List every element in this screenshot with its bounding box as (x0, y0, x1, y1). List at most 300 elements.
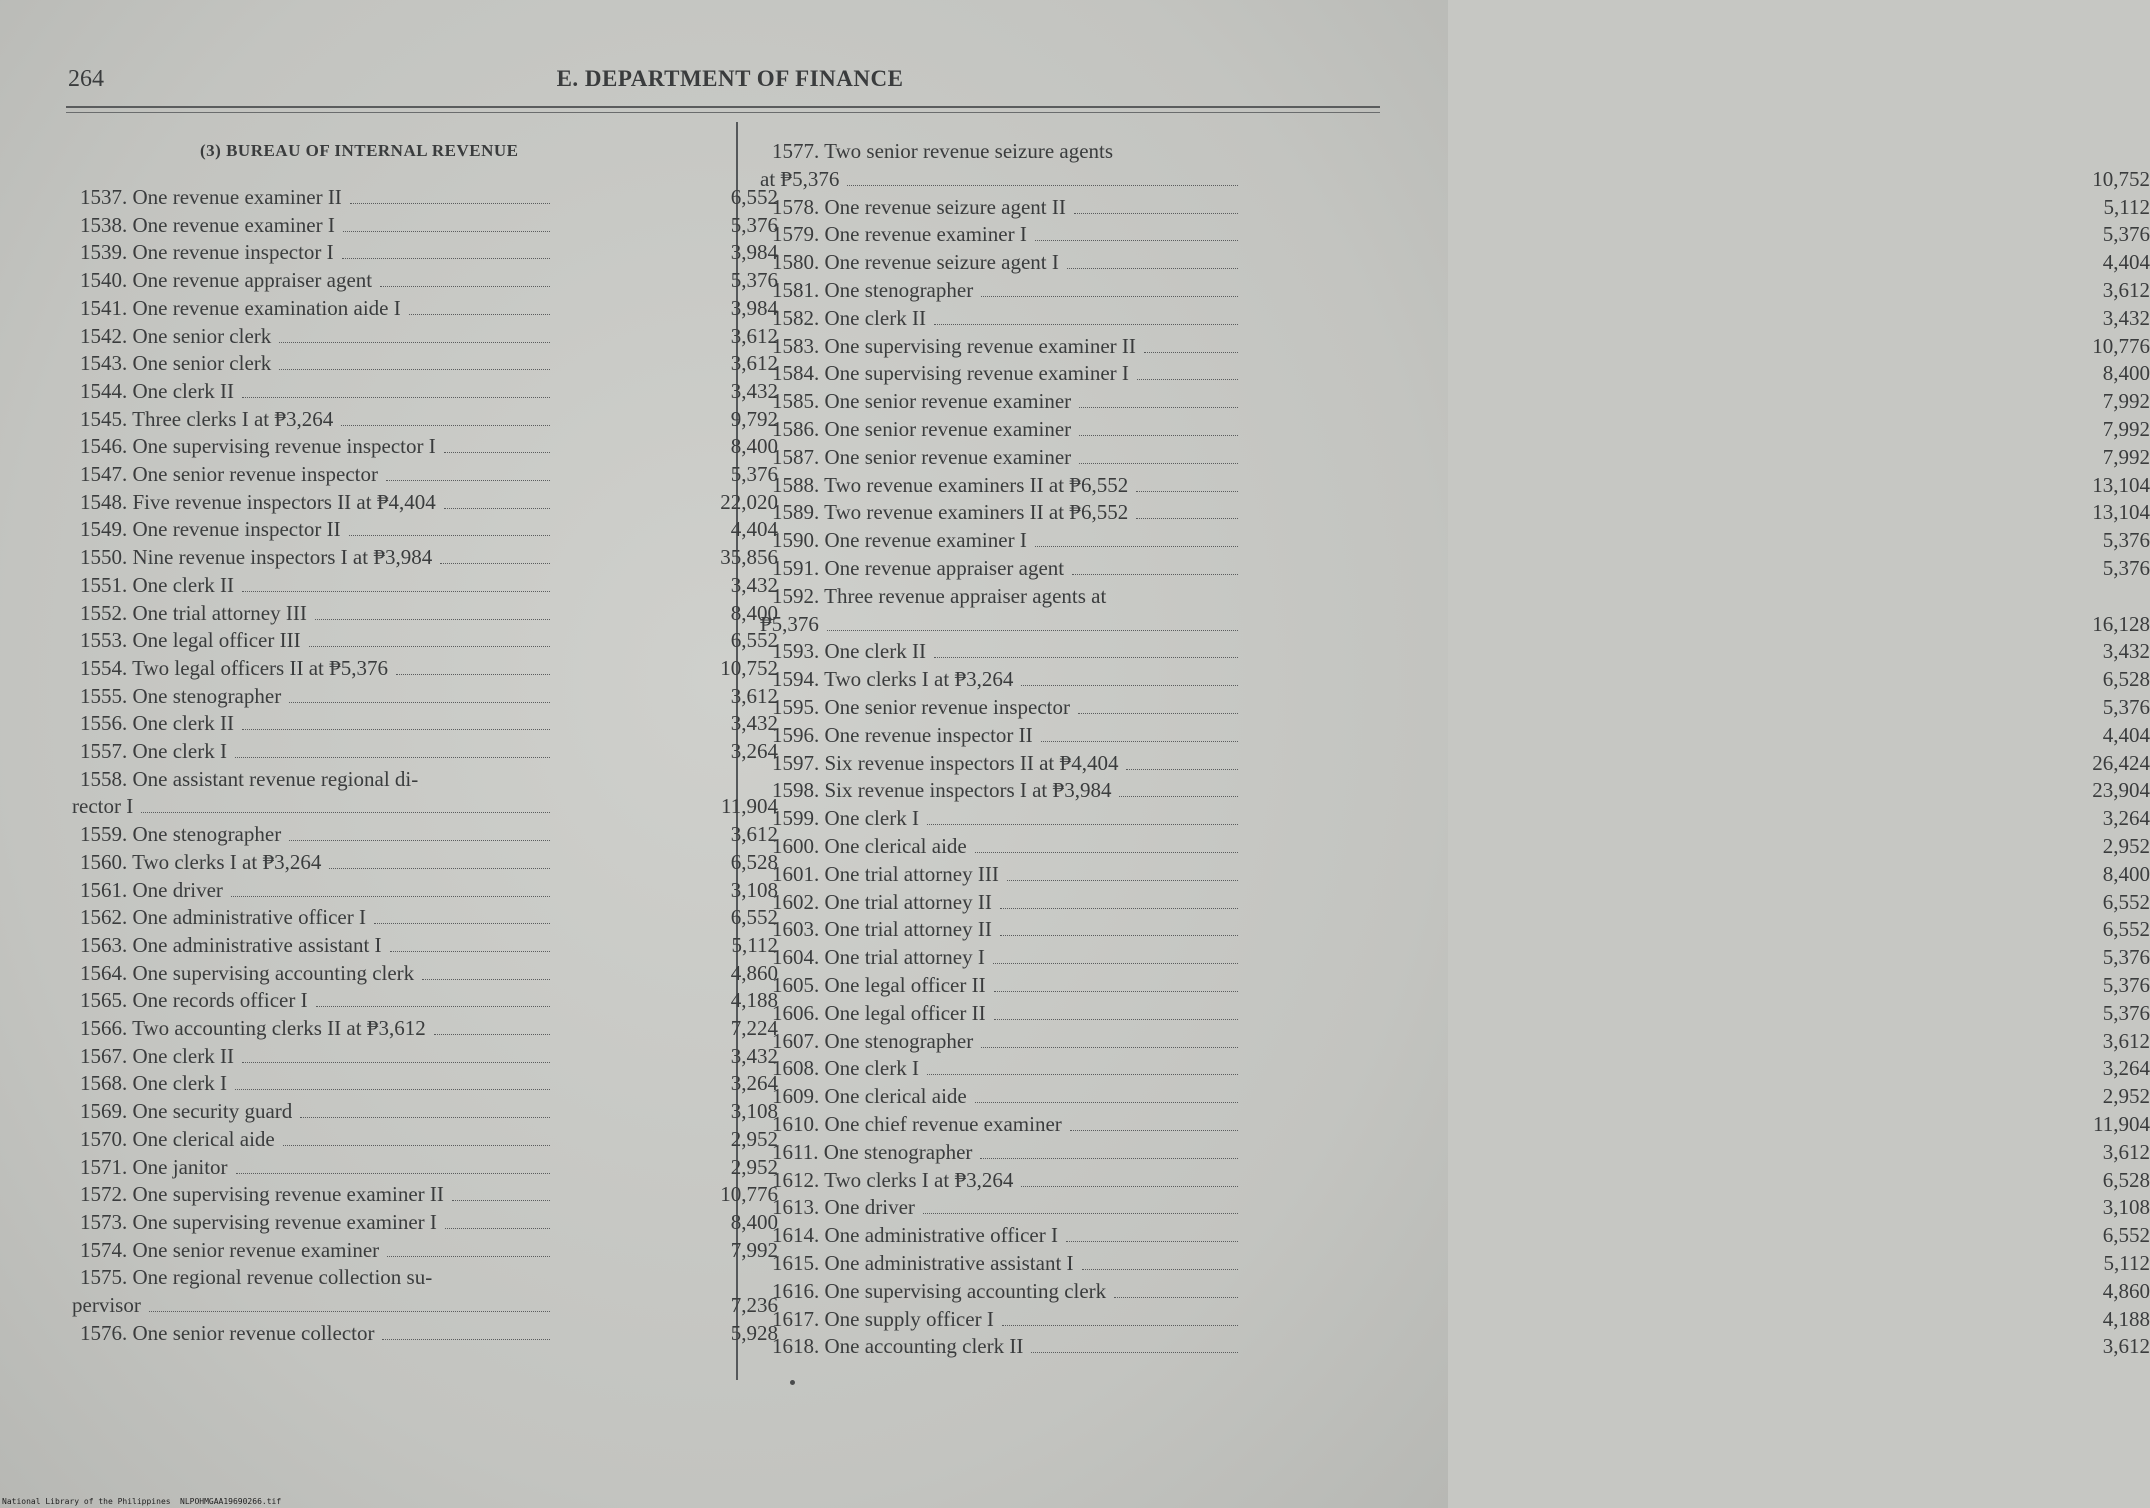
dot-leader (300, 1117, 550, 1118)
line-item-description: 1599. One clerk I (772, 806, 919, 831)
line-item-amount: 4,404 (730, 517, 778, 542)
line-item-amount: 6,528 (2102, 1167, 2150, 1192)
line-item-description: 1592. Three revenue appraiser agents at (772, 583, 1107, 608)
line-item-amount: 3,612 (730, 323, 778, 348)
line-item-description: 1582. One clerk II (772, 305, 926, 330)
line-item-description: 1609. One clerical aide (772, 1084, 967, 1109)
line-item (72, 1042, 778, 1070)
line-item-amount: 3,612 (730, 683, 778, 708)
line-item-text-wrap (72, 848, 550, 876)
dot-leader (1144, 352, 1238, 353)
line-item-text-wrap (760, 1027, 1238, 1055)
line-item-continuation: ₱5,376 (760, 611, 819, 636)
line-item (760, 1138, 2150, 1166)
dot-leader (1066, 1241, 1238, 1242)
line-item-text-wrap (760, 637, 1238, 665)
line-item-text-wrap (760, 1277, 1238, 1305)
line-item (72, 405, 778, 433)
line-item (72, 654, 778, 682)
line-item-amount: 6,528 (730, 849, 778, 874)
line-item (760, 1221, 2150, 1249)
line-item-text-wrap (72, 599, 550, 627)
line-item (72, 599, 778, 627)
line-item-text-wrap (72, 266, 550, 294)
line-item-amount: 5,376 (2102, 973, 2150, 997)
line-item-description: 1611. One stenographer (772, 1139, 973, 1164)
line-item-description: 1608. One clerk I (772, 1056, 919, 1081)
line-item-text-wrap (72, 654, 550, 682)
line-item-text-wrap (72, 1208, 550, 1236)
line-item-amount: 5,112 (731, 932, 778, 957)
line-item (72, 377, 778, 405)
line-item-description: 1565. One records officer I (80, 988, 308, 1013)
dot-leader (315, 619, 550, 620)
line-item-text-wrap (760, 526, 1238, 554)
line-item (760, 1277, 2150, 1305)
line-item-description: 1577. Two senior revenue seizure agents (772, 139, 1114, 163)
line-item-text-wrap (760, 749, 1238, 777)
dot-leader (1035, 546, 1238, 547)
line-item (760, 1054, 2150, 1082)
line-item-text-wrap (760, 137, 1238, 165)
line-item-text-wrap (72, 571, 550, 599)
line-item-text-wrap (72, 515, 550, 543)
line-item-text-wrap (760, 471, 1238, 499)
line-item-amount: 7,992 (2102, 417, 2150, 441)
line-item-text-wrap (760, 220, 1238, 248)
line-item-description: 1558. One assistant revenue regional di- (80, 766, 419, 791)
dot-leader (1067, 268, 1238, 269)
line-item-text-wrap (72, 820, 550, 848)
dot-leader (994, 1019, 1238, 1020)
line-item (760, 1249, 2150, 1277)
dot-leader (242, 1062, 550, 1063)
line-item-description: 1538. One revenue examiner I (80, 212, 335, 237)
dot-leader (279, 342, 550, 343)
line-item (72, 1263, 778, 1317)
line-item (72, 432, 778, 460)
line-item-amount: 23,904 (2092, 778, 2150, 803)
line-item (72, 737, 778, 765)
line-item-description: 1593. One clerk II (772, 639, 926, 664)
line-item-amount: 6,552 (2102, 889, 2150, 914)
dot-leader (387, 1256, 550, 1257)
line-item-description: 1605. One legal officer II (772, 973, 986, 997)
line-item (760, 776, 2150, 804)
line-item-amount: 5,376 (2102, 945, 2150, 970)
line-item-text-wrap (760, 804, 1238, 832)
line-item-description: 1612. Two clerks I at ₱3,264 (772, 1167, 1014, 1192)
line-item-text-wrap (72, 1319, 550, 1347)
dot-leader (1007, 880, 1238, 881)
line-item (760, 665, 2150, 693)
line-item-continuation-wrap (72, 1291, 550, 1319)
line-item (72, 266, 778, 294)
dot-leader (434, 1034, 550, 1035)
line-item-description: 1602. One trial attorney II (772, 889, 992, 914)
line-item-amount: 26,424 (2092, 750, 2150, 775)
dot-leader (1072, 574, 1238, 575)
dot-leader (1126, 769, 1238, 770)
line-item (760, 443, 2150, 471)
line-item-amount: 3,432 (730, 1043, 778, 1068)
line-item-amount: 3,432 (730, 572, 778, 597)
line-item-text-wrap (72, 626, 550, 654)
line-item-description: 1575. One regional revenue collection su- (80, 1265, 433, 1290)
line-item-description: 1573. One supervising revenue examiner I (80, 1209, 437, 1234)
dot-leader (316, 1006, 550, 1007)
line-item (72, 211, 778, 239)
page-number: 264 (68, 66, 104, 92)
line-item-amount: 5,376 (2102, 222, 2150, 247)
dot-leader (380, 286, 550, 287)
line-item-amount: 3,264 (2102, 1056, 2150, 1081)
line-item (760, 1332, 2150, 1360)
line-item (72, 1236, 778, 1264)
line-item-text-wrap (72, 1125, 550, 1153)
line-item (72, 294, 778, 322)
dot-leader (1114, 1297, 1238, 1298)
line-item-description: 1540. One revenue appraiser agent (80, 268, 373, 293)
line-item-amount: 5,376 (2102, 695, 2150, 719)
dot-leader (236, 1173, 550, 1174)
line-item (760, 999, 2150, 1027)
line-item-amount: 6,552 (730, 628, 778, 653)
line-item-amount: 11,904 (721, 794, 778, 819)
line-item (760, 137, 2150, 191)
dot-leader (309, 646, 550, 647)
line-item (760, 220, 2150, 248)
line-item-amount: 3,612 (2102, 278, 2150, 302)
line-item-text-wrap (72, 959, 550, 987)
line-item-description: 1579. One revenue examiner I (772, 222, 1027, 247)
dot-leader (1079, 435, 1238, 436)
line-item-description: 1569. One security guard (80, 1099, 293, 1124)
line-item (760, 637, 2150, 665)
line-item (760, 1305, 2150, 1333)
line-item-description: 1572. One supervising revenue examiner II (80, 1182, 444, 1207)
line-item-continuation-wrap (760, 165, 1238, 193)
line-item-description: 1610. One chief revenue examiner (772, 1112, 1062, 1136)
dot-leader (350, 203, 550, 204)
line-item-text-wrap (72, 1069, 550, 1097)
line-item-continuation-wrap (72, 792, 550, 820)
line-item-description: 1596. One revenue inspector II (772, 722, 1033, 747)
line-item-text-wrap (72, 211, 550, 239)
line-item-text-wrap (72, 682, 550, 710)
line-item-text-wrap (760, 1332, 1238, 1360)
line-item-amount: 7,992 (2102, 444, 2150, 469)
line-item-amount: 3,612 (2102, 1028, 2150, 1053)
line-item-description: 1550. Nine revenue inspectors I at ₱3,984 (80, 545, 433, 570)
line-item-text-wrap (760, 415, 1238, 443)
line-item-amount: 5,376 (730, 268, 778, 293)
line-item-amount: 3,264 (730, 1071, 778, 1096)
line-item-amount: 5,928 (730, 1320, 778, 1345)
line-item (760, 804, 2150, 832)
line-item-description: 1562. One administrative officer I (80, 905, 366, 930)
line-item (72, 1069, 778, 1097)
line-item (72, 1014, 778, 1042)
dot-leader (242, 397, 550, 398)
line-item-description: 1590. One revenue examiner I (772, 528, 1027, 553)
dot-leader (980, 1158, 1238, 1159)
line-item-description: 1618. One accounting clerk II (772, 1334, 1024, 1359)
line-item-amount: 6,552 (2102, 917, 2150, 942)
line-item-text-wrap (760, 1110, 1238, 1138)
line-item (72, 931, 778, 959)
line-item (72, 682, 778, 710)
line-item-text-wrap (72, 460, 550, 488)
line-item-text-wrap (760, 888, 1238, 916)
line-item-description: 1603. One trial attorney II (772, 917, 992, 942)
line-item-description: 1557. One clerk I (80, 739, 227, 763)
line-item (760, 554, 2150, 582)
dot-leader (444, 452, 550, 453)
line-item-text-wrap (72, 405, 550, 433)
line-item-amount: 3,984 (730, 295, 778, 320)
dot-leader (445, 1228, 550, 1229)
line-item (760, 943, 2150, 971)
line-item-amount: 5,112 (2103, 1251, 2150, 1275)
line-item-text-wrap (760, 1082, 1238, 1110)
line-item-description: 1556. One clerk II (80, 711, 234, 736)
line-item-description: 1615. One administrative assistant I (772, 1251, 1074, 1275)
line-item (760, 1110, 2150, 1138)
line-item (72, 626, 778, 654)
dot-leader (1041, 741, 1238, 742)
line-item (760, 471, 2150, 499)
line-item-text-wrap (72, 709, 550, 737)
line-item-text-wrap (760, 582, 1238, 610)
line-item-amount: 4,860 (730, 960, 778, 985)
page-header: E. DEPARTMENT OF FINANCE (556, 66, 904, 91)
line-item-amount: 10,776 (720, 1182, 778, 1207)
line-item-amount: 3,108 (730, 1099, 778, 1124)
dot-leader (386, 480, 550, 481)
line-item-text-wrap (760, 1193, 1238, 1221)
dot-leader (1035, 240, 1238, 241)
line-item-text-wrap (72, 294, 550, 322)
line-item-text-wrap (72, 903, 550, 931)
line-item-amount: 4,188 (730, 988, 778, 1013)
line-item-description: 1554. Two legal officers II at ₱5,376 (80, 655, 389, 680)
line-item (760, 1193, 2150, 1221)
line-item-text-wrap (760, 1166, 1238, 1194)
line-item (760, 193, 2150, 221)
line-item-text-wrap (72, 432, 550, 460)
line-item-amount: 3,432 (2102, 639, 2150, 664)
line-item-description: 1545. Three clerks I at ₱3,264 (80, 406, 334, 431)
line-item (760, 1166, 2150, 1194)
line-item-amount: 5,376 (2102, 528, 2150, 553)
line-item (760, 693, 2150, 721)
line-item-description: 1568. One clerk I (80, 1071, 227, 1096)
line-item-amount: 3,612 (730, 822, 778, 847)
line-item-description: 1598. Six revenue inspectors I at ₱3,984 (772, 778, 1112, 803)
line-item-text-wrap (760, 359, 1238, 387)
line-item-description: 1594. Two clerks I at ₱3,264 (772, 667, 1014, 692)
line-item (760, 832, 2150, 860)
line-item-description: 1547. One senior revenue inspector (80, 462, 378, 486)
line-item-description: 1559. One stenographer (80, 822, 282, 847)
line-item-amount: 5,112 (2103, 194, 2150, 219)
line-item-description: 1552. One trial attorney III (80, 600, 307, 625)
line-item-description: 1541. One revenue examination aide I (80, 295, 401, 320)
line-item-description: 1560. Two clerks I at ₱3,264 (80, 849, 322, 874)
line-item-text-wrap (72, 543, 550, 571)
line-item-description: 1588. Two revenue examiners II at ₱6,552 (772, 472, 1129, 497)
line-item (760, 304, 2150, 332)
line-item-description: 1583. One supervising revenue examiner II (772, 333, 1136, 358)
line-item-amount: 11,904 (2093, 1112, 2150, 1136)
line-item-amount: 3,108 (2102, 1195, 2150, 1220)
line-item (760, 498, 2150, 526)
line-item-amount: 6,528 (2102, 667, 2150, 692)
line-item-description: 1613. One driver (772, 1195, 915, 1220)
line-item-amount: 10,752 (720, 655, 778, 680)
line-item-amount: 35,856 (720, 545, 778, 570)
line-item-amount: 3,264 (730, 739, 778, 763)
line-item-amount: 13,104 (2092, 500, 2150, 525)
dot-leader (141, 812, 550, 813)
dot-leader (975, 1102, 1238, 1103)
line-item-description: 1563. One administrative assistant I (80, 932, 382, 957)
line-item (760, 415, 2150, 443)
line-item (760, 359, 2150, 387)
line-item-continuation-wrap (760, 610, 1238, 638)
dot-leader (927, 824, 1238, 825)
dot-leader (444, 508, 550, 509)
line-item (72, 488, 778, 516)
line-item-amount: 8,400 (730, 1209, 778, 1234)
dot-leader (1136, 518, 1238, 519)
line-item-amount: 7,236 (730, 1292, 778, 1317)
line-item-description: 1542. One senior clerk (80, 323, 272, 348)
line-item-text-wrap (760, 276, 1238, 304)
line-item-text-wrap (72, 876, 550, 904)
dot-leader (1000, 908, 1238, 909)
line-item (760, 721, 2150, 749)
dot-leader (343, 231, 550, 232)
line-item-text-wrap (72, 1014, 550, 1042)
line-item-amount: 9,792 (730, 406, 778, 431)
dot-leader (242, 729, 550, 730)
line-item-text-wrap (72, 1180, 550, 1208)
line-item-amount: 22,020 (720, 489, 778, 514)
line-item (72, 460, 778, 488)
line-item-amount: 7,992 (730, 1237, 778, 1262)
line-item-amount: 4,404 (2102, 250, 2150, 275)
dot-leader (1002, 1325, 1238, 1326)
line-item-description: 1607. One stenographer (772, 1028, 974, 1053)
line-item-text-wrap (72, 1263, 550, 1291)
line-item-text-wrap (760, 1221, 1238, 1249)
line-item-text-wrap (72, 1236, 550, 1264)
line-item-description: 1586. One senior revenue examiner (772, 417, 1072, 441)
line-item-text-wrap (72, 322, 550, 350)
line-item-description: 1585. One senior revenue examiner (772, 389, 1072, 414)
line-item (72, 1125, 778, 1153)
line-item-description: 1600. One clerical aide (772, 834, 967, 858)
dot-leader (422, 979, 550, 980)
line-item-amount: 2,952 (2102, 834, 2150, 858)
line-item-amount: 10,752 (2092, 166, 2150, 191)
line-item (760, 526, 2150, 554)
line-item (72, 820, 778, 848)
line-item-amount: 4,188 (2102, 1306, 2150, 1331)
line-item (72, 848, 778, 876)
line-item (760, 248, 2150, 276)
line-item-description: 1546. One supervising revenue inspector I (80, 434, 436, 459)
line-item-amount: 16,128 (2092, 611, 2150, 636)
line-item (760, 1027, 2150, 1055)
line-item-amount: 7,992 (2102, 389, 2150, 414)
line-item (72, 765, 778, 819)
line-item-text-wrap (760, 999, 1238, 1027)
dot-leader (927, 1074, 1238, 1075)
line-item-text-wrap (72, 1042, 550, 1070)
line-item-text-wrap (72, 737, 550, 765)
dot-leader (342, 258, 550, 259)
line-item-continuation: at ₱5,376 (760, 166, 840, 191)
line-item-text-wrap (72, 488, 550, 516)
dot-leader (1000, 935, 1238, 936)
line-item-text-wrap (760, 860, 1238, 888)
line-item (760, 582, 2150, 636)
dot-leader (349, 535, 550, 536)
line-item-amount: 4,860 (2102, 1278, 2150, 1303)
footer-file: NLPOHMGAA19690266.tif (180, 1497, 282, 1506)
line-item-description: 1574. One senior revenue examiner (80, 1237, 380, 1262)
dot-leader (279, 369, 550, 370)
line-item-text-wrap (760, 443, 1238, 471)
line-item (72, 1208, 778, 1236)
line-item-amount: 3,612 (730, 351, 778, 376)
line-item-description: 1604. One trial attorney I (772, 945, 985, 970)
line-item-description: 1543. One senior clerk (80, 351, 272, 376)
line-item (72, 1097, 778, 1125)
line-item-description: 1549. One revenue inspector II (80, 517, 341, 542)
line-item (72, 515, 778, 543)
line-item-amount: 8,400 (2102, 361, 2150, 386)
line-item (72, 1153, 778, 1181)
line-item-description: 1614. One administrative officer I (772, 1223, 1058, 1248)
dot-leader (1074, 213, 1238, 214)
dot-leader (283, 1145, 550, 1146)
line-item (72, 986, 778, 1014)
line-item (72, 959, 778, 987)
dot-leader (1070, 1130, 1238, 1131)
line-item-description: 1589. Two revenue examiners II at ₱6,552 (772, 500, 1129, 525)
dot-leader (934, 657, 1238, 658)
line-item-description: 1551. One clerk II (80, 572, 234, 597)
line-item-description: 1571. One janitor (80, 1154, 228, 1179)
dot-leader (1082, 1269, 1238, 1270)
dot-leader (235, 1089, 550, 1090)
line-item-text-wrap (72, 238, 550, 266)
line-item (760, 276, 2150, 304)
dot-leader (341, 425, 550, 426)
dot-leader (847, 185, 1238, 186)
line-item-amount: 3,432 (730, 711, 778, 736)
line-item (760, 749, 2150, 777)
line-item-amount: 5,376 (2102, 1000, 2150, 1025)
line-item-description: 1597. Six revenue inspectors II at ₱4,404 (772, 750, 1119, 775)
dot-leader (981, 1047, 1238, 1048)
line-item-description: 1616. One supervising accounting clerk (772, 1278, 1107, 1303)
line-item-amount: 2,952 (730, 1154, 778, 1179)
